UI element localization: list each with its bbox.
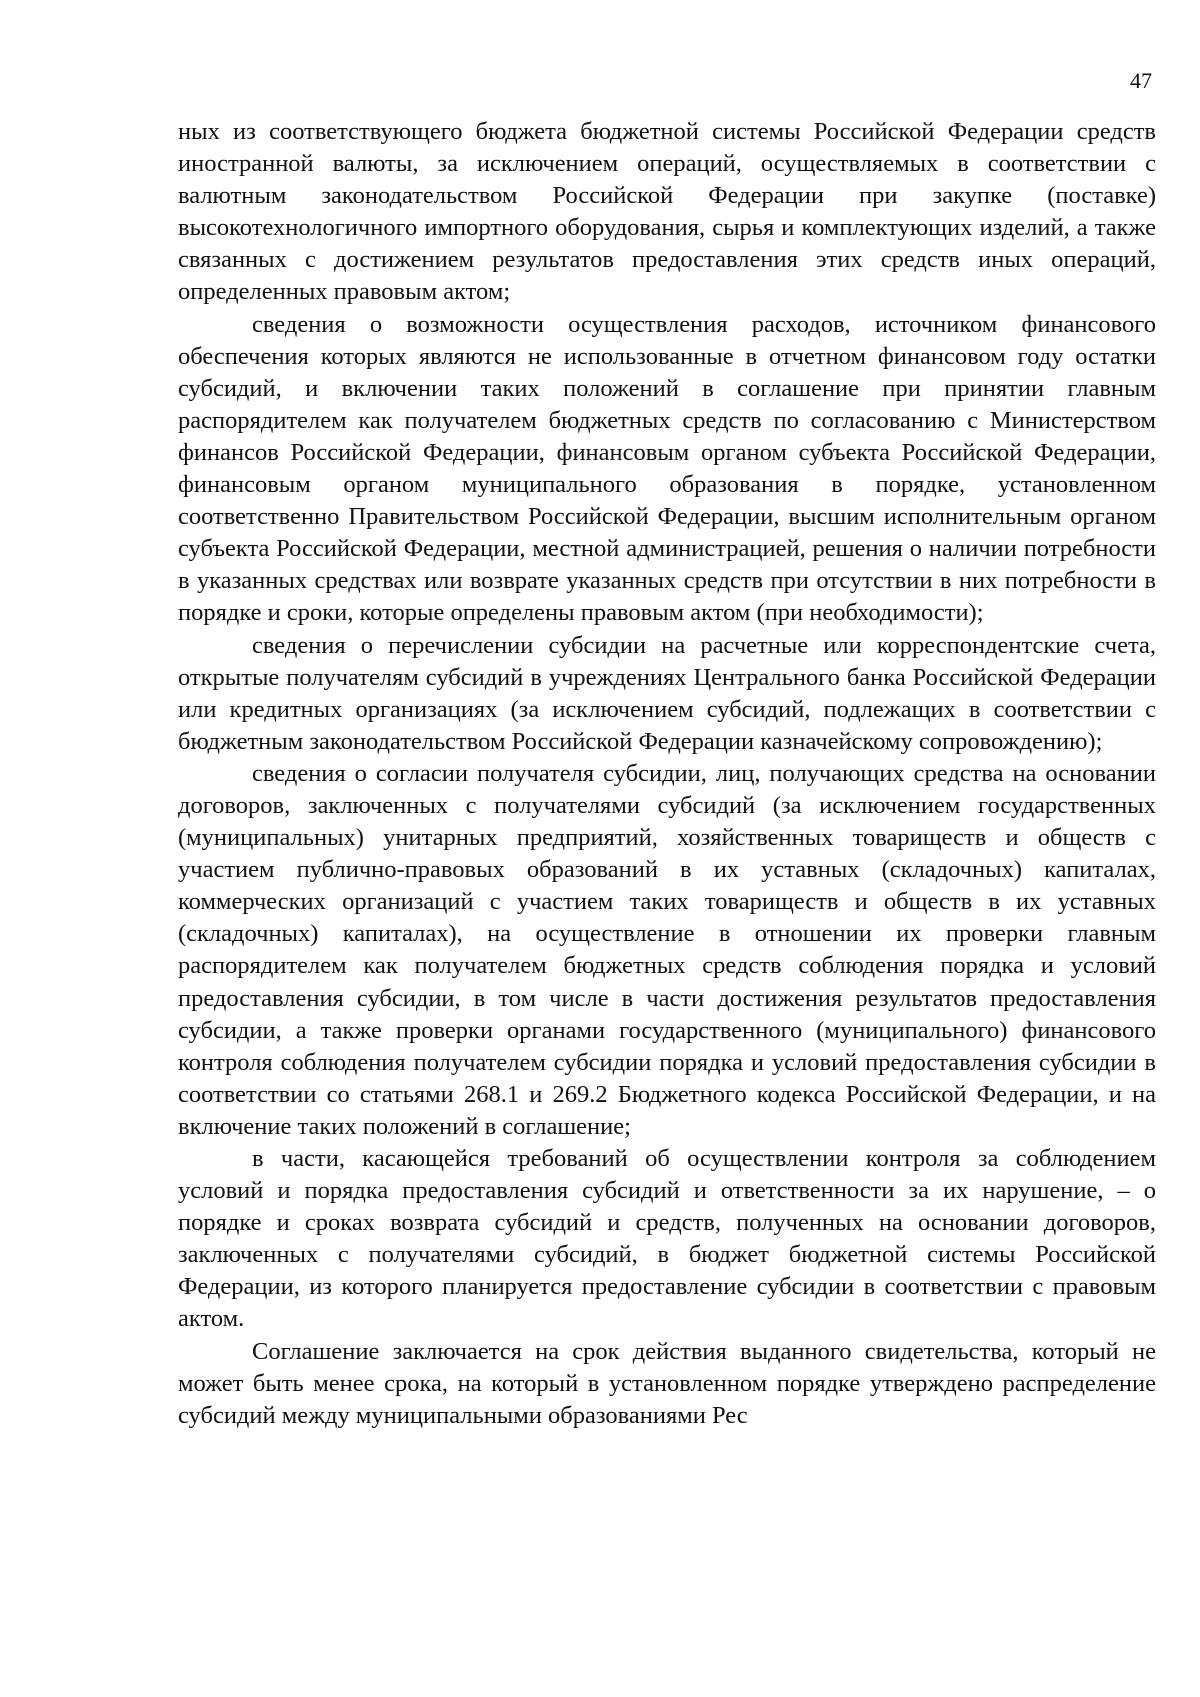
paragraph-agreement-term: Соглашение заключается на срок действия выданного свидетельства, который не может быть менее срока, на который в установленном порядке утверждено распределение субсидий между муниципальными образованиями Рес <box>178 1337 1156 1429</box>
document-body <box>178 116 1156 1432</box>
paragraph-transfer-accounts: сведения о перечислении субсидии на расчетные или корреспондентские счета, открытые получателям субсидий в учреждениях Центрального банка Российской Федерации или кредитных организациях (за исключением субсидий, подлежащих в соответствии с бюджетным законодательством Российской Федерации казначейскому сопровождению); <box>178 631 1156 755</box>
paragraph-unused-remainders: сведения о возможности осуществления расходов, источником финансового обеспечения которых являются не использованные в отчетном финансовом году остатки субсидий, и включении таких положений в соглашение при принятии главным распорядителем как получателем бюджетных средств по согласованию с Министерством финансов Российской Федерации, финансовым органом субъекта Российской Федерации, финансовым органом муниципального образования в порядке, установленном соответственно Правительством Российской Федерации, высшим исполнительным органом субъекта Российской Федерации, местной администрацией, решения о наличии потребности в указанных средствах или возврате указанных средств при отсутствии в них потребности в порядке и сроки, которые определены правовым актом (при необходимости); <box>178 310 1156 627</box>
paragraph-continuation: ных из соответствующего бюджета бюджетной системы Российской Федерации средств иностранной валюты, за исключением операций, осуществляемых в соответствии с валютным законодательством Российской Федерации при закупке (поставке) высокотехнологичного импортного оборудования, сырья и комплектующих изделий, а также связанных с достижением результатов предоставления этих средств иных операций, определенных правовым актом; <box>178 118 1156 306</box>
page-number: 47 <box>1130 68 1152 93</box>
paragraph-consent-to-audit: сведения о согласии получателя субсидии, лиц, получающих средства на основании договоров, заключенных с получателями субсидий (за исключением государственных (муниципальных) унитарных предприятий, хозяйственных товариществ и обществ с участием публично-правовых образований в их уставных (складочных) капиталах, коммерческих организаций с участием таких товариществ и обществ в их уставных (складочных) капиталах), на осуществление в отношении их проверки главным распорядителем как получателем бюджетных средств соблюдения порядка и условий предоставления субсидии, в том числе в части достижения результатов предоставления субсидии, а также проверки органами государственного (муниципального) финансового контроля соблюдения получателем субсидии порядка и условий предоставления субсидии в соответствии со статьями 268.1 и 269.2 Бюджетного кодекса Российской Федерации, и на включение таких положений в соглашение; <box>178 759 1156 1140</box>
paragraph-control-requirements: в части, касающейся требований об осуществлении контроля за соблюдением условий и порядка предоставления субсидий и ответственности за их нарушение, – о порядке и сроках возврата субсидий и средств, полученных на основании договоров, заключенных с получателями субсидий, в бюджет бюджетной системы Российской Федерации, из которого планируется предоставление субсидии в соответствии с правовым актом. <box>178 1145 1156 1333</box>
